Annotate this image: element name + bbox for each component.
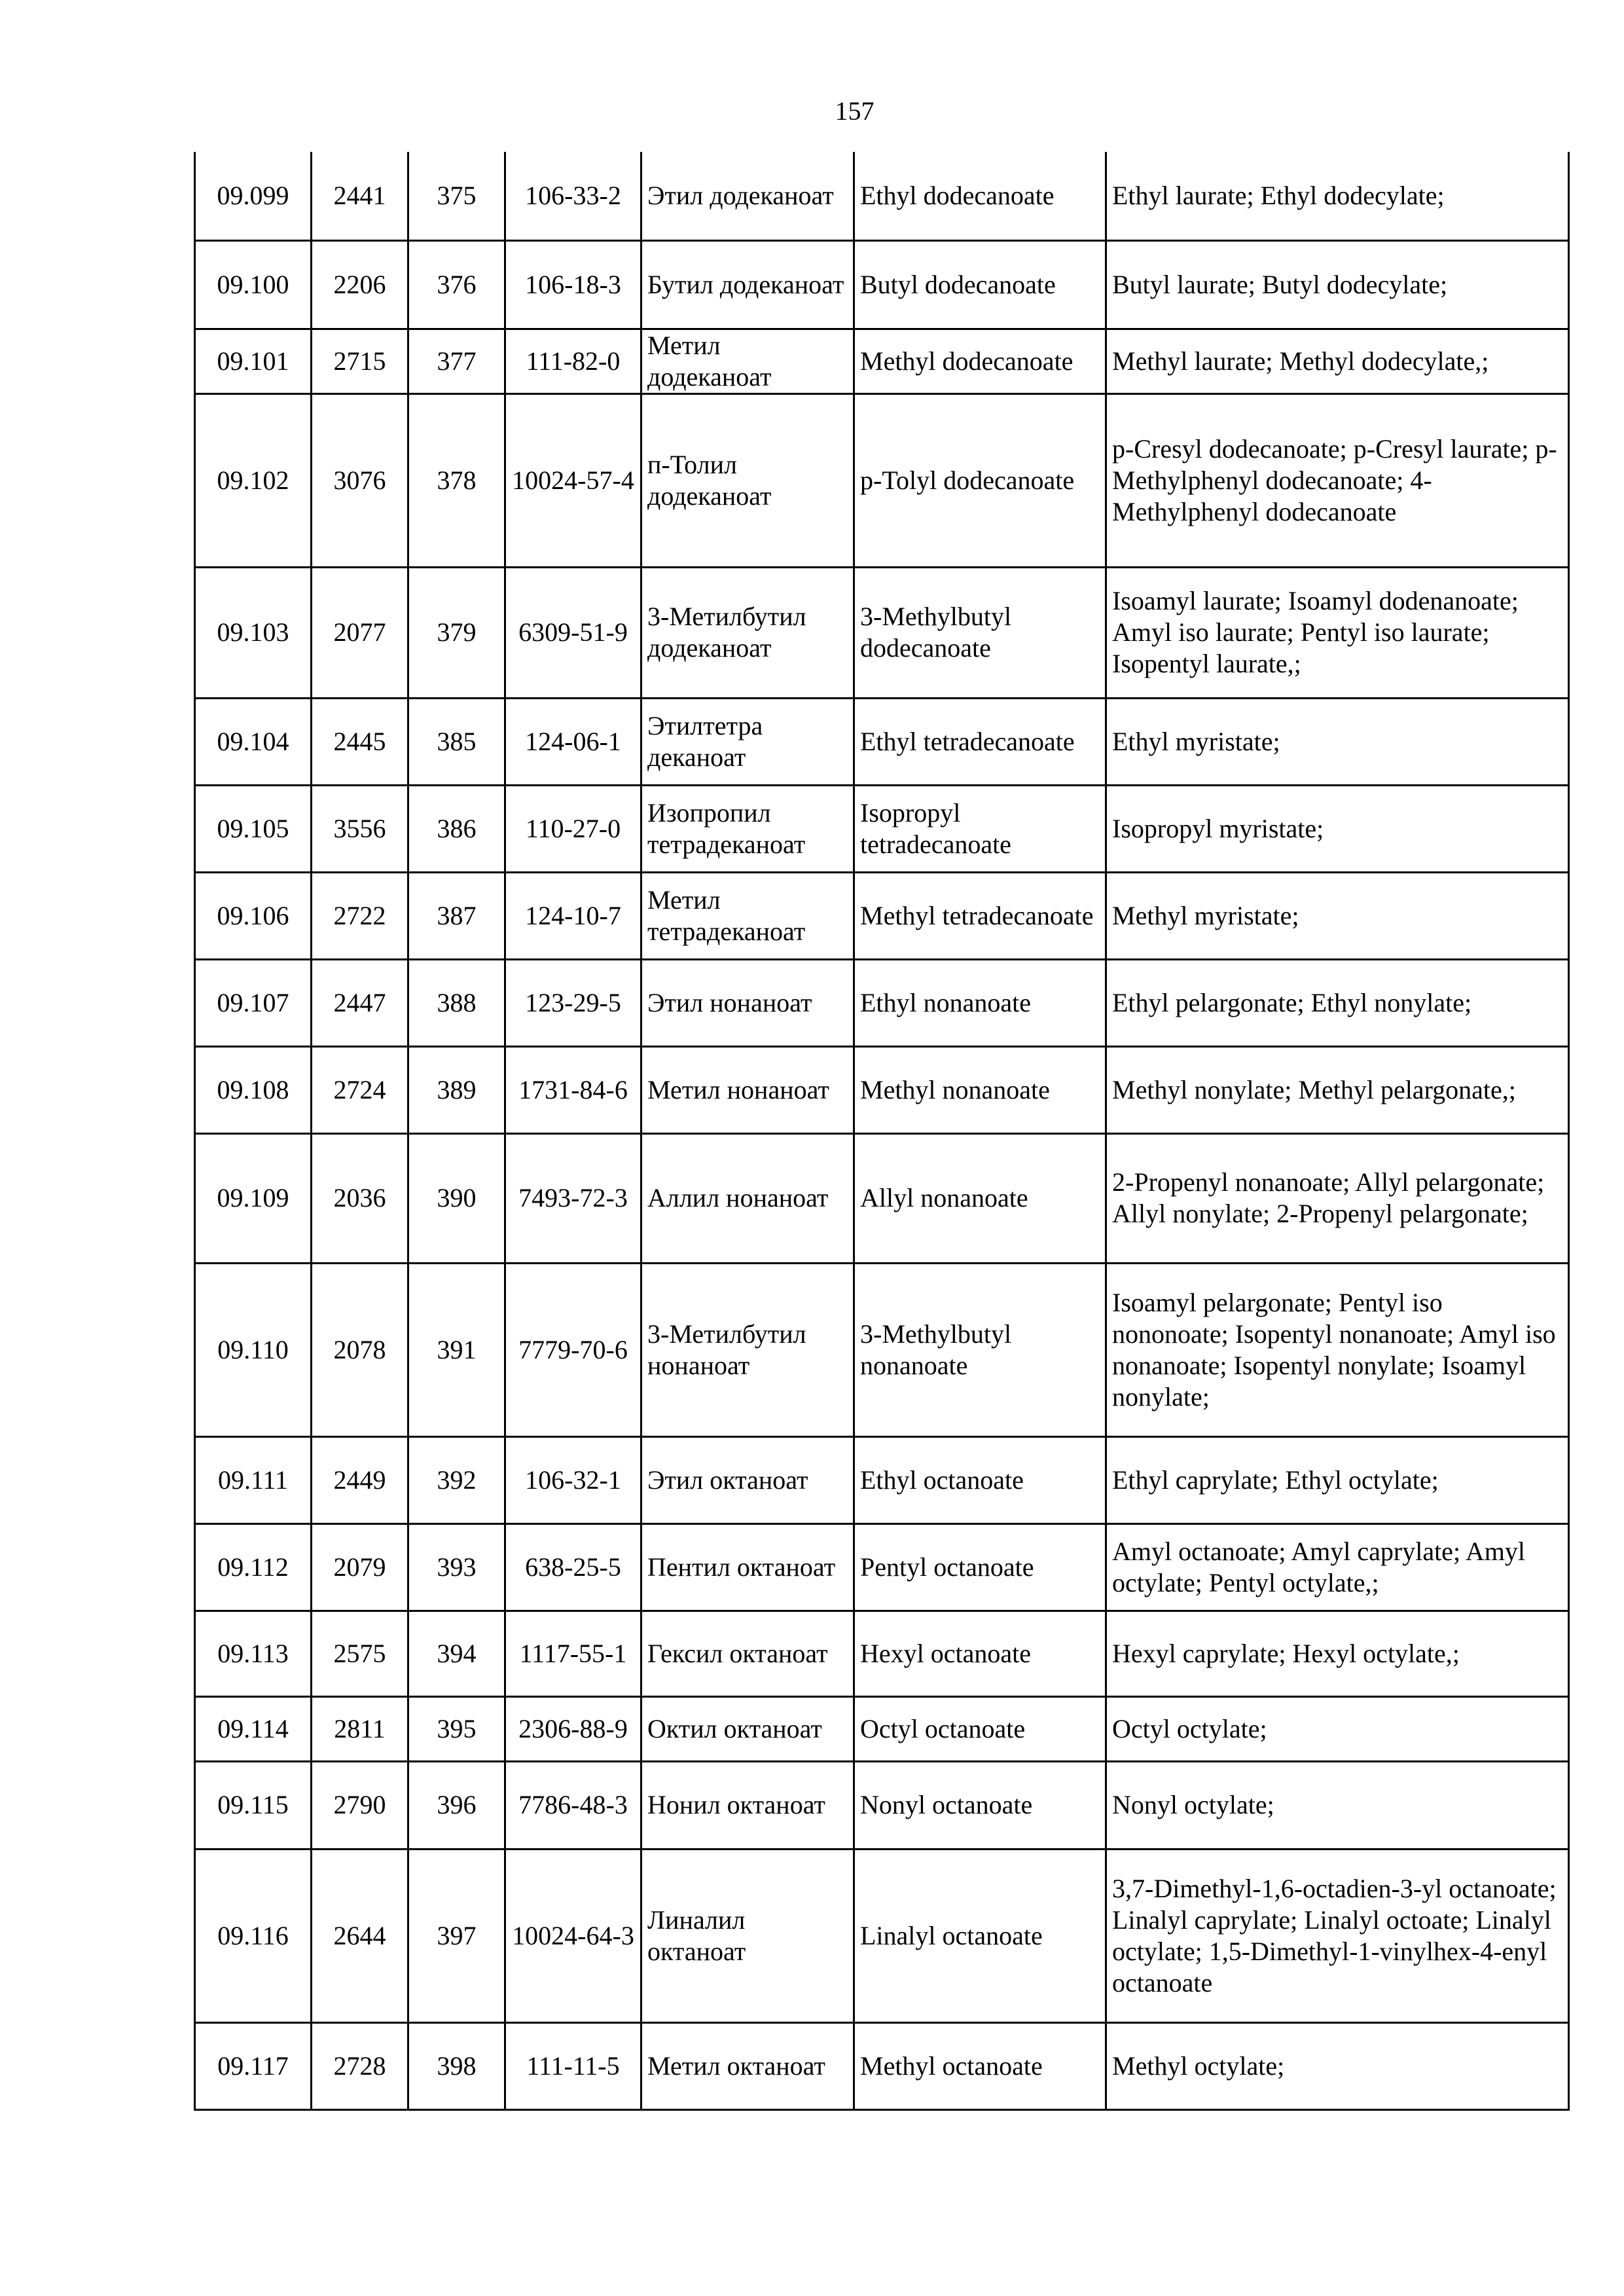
table-row <box>195 152 1569 240</box>
cell-name-ru: Аллил нонаноат <box>641 1133 854 1263</box>
cell-name-ru: Бутил додеканоат <box>641 240 854 329</box>
cell-code: 3556 <box>312 785 408 872</box>
cell-synonyms: Ethyl pelargonate; Ethyl nonylate; <box>1106 959 1569 1046</box>
cell-name-en: Methyl nonanoate <box>854 1046 1106 1133</box>
table-row <box>195 567 1569 698</box>
cell-cas: 110-27-0 <box>505 785 641 872</box>
table-row <box>195 1611 1569 1696</box>
cell-name-ru: 3-Метилбутил нонаноат <box>641 1263 854 1436</box>
cell-index: 387 <box>408 872 505 959</box>
cell-number: 09.117 <box>195 2022 312 2109</box>
cell-code: 2811 <box>312 1696 408 1761</box>
cell-number: 09.107 <box>195 959 312 1046</box>
cell-index: 377 <box>408 329 505 393</box>
cell-code: 2449 <box>312 1436 408 1523</box>
table-row <box>195 1263 1569 1436</box>
table-row <box>195 2022 1569 2109</box>
cell-synonyms: Ethyl laurate; Ethyl dodecylate; <box>1106 152 1569 240</box>
cell-cas: 1731-84-6 <box>505 1046 641 1133</box>
cell-name-ru: Пентил октаноат <box>641 1523 854 1611</box>
cell-name-en: Methyl tetradecanoate <box>854 872 1106 959</box>
cell-cas: 10024-57-4 <box>505 393 641 567</box>
cell-index: 396 <box>408 1761 505 1849</box>
cell-cas: 10024-64-3 <box>505 1849 641 2022</box>
cell-number: 09.103 <box>195 567 312 698</box>
cell-code: 2722 <box>312 872 408 959</box>
cell-code: 2715 <box>312 329 408 393</box>
cell-index: 397 <box>408 1849 505 2022</box>
cell-synonyms: Ethyl caprylate; Ethyl octylate; <box>1106 1436 1569 1523</box>
cell-name-en: Methyl octanoate <box>854 2022 1106 2109</box>
cell-index: 385 <box>408 698 505 785</box>
cell-name-en: Linalyl octanoate <box>854 1849 1106 2022</box>
cell-name-en: Ethyl dodecanoate <box>854 152 1106 240</box>
cell-name-en: Pentyl octanoate <box>854 1523 1106 1611</box>
cell-number: 09.116 <box>195 1849 312 2022</box>
table-row <box>195 240 1569 329</box>
cell-name-ru: Этилтетра деканоат <box>641 698 854 785</box>
cell-name-en: 3-Methylbutyl dodecanoate <box>854 567 1106 698</box>
cell-name-en: 3-Methylbutyl nonanoate <box>854 1263 1106 1436</box>
table-row <box>195 1133 1569 1263</box>
cell-synonyms: Butyl laurate; Butyl dodecylate; <box>1106 240 1569 329</box>
cell-name-en: Allyl nonanoate <box>854 1133 1106 1263</box>
cell-name-ru: Этил октаноат <box>641 1436 854 1523</box>
table-row <box>195 785 1569 872</box>
cell-cas: 106-18-3 <box>505 240 641 329</box>
cell-index: 386 <box>408 785 505 872</box>
cell-name-ru: Этил додеканоат <box>641 152 854 240</box>
cell-name-ru: Метил тетрадеканоат <box>641 872 854 959</box>
cell-name-ru: п-Толил додеканоат <box>641 393 854 567</box>
cell-name-en: Octyl octanoate <box>854 1696 1106 1761</box>
cell-code: 2077 <box>312 567 408 698</box>
cell-name-ru: Нонил октаноат <box>641 1761 854 1849</box>
cell-index: 392 <box>408 1436 505 1523</box>
cell-index: 395 <box>408 1696 505 1761</box>
cell-cas: 7779-70-6 <box>505 1263 641 1436</box>
cell-index: 390 <box>408 1133 505 1263</box>
table-row <box>195 872 1569 959</box>
cell-name-ru: Метил октаноат <box>641 2022 854 2109</box>
cell-synonyms: 3,7-Dimethyl-1,6-octadien-3-yl octanoate; Linalyl caprylate; Linalyl octoate; Linalyl octylate; 1,5-Dimethyl-1-vinylhex-4-enyl octanoate <box>1106 1849 1569 2022</box>
cell-code: 2445 <box>312 698 408 785</box>
cell-number: 09.115 <box>195 1761 312 1849</box>
cell-name-en: Nonyl octanoate <box>854 1761 1106 1849</box>
cell-synonyms: Isopropyl myristate; <box>1106 785 1569 872</box>
cell-cas: 111-11-5 <box>505 2022 641 2109</box>
table-row <box>195 1523 1569 1611</box>
cell-name-ru: 3-Метилбутил додеканоат <box>641 567 854 698</box>
cell-name-ru: Метил додеканоат <box>641 329 854 393</box>
cell-synonyms: p-Cresyl dodecanoate; p-Cresyl laurate; p-Methylphenyl dodecanoate; 4-Methylphenyl dodecanoate <box>1106 393 1569 567</box>
cell-code: 2078 <box>312 1263 408 1436</box>
cell-name-en: Ethyl nonanoate <box>854 959 1106 1046</box>
cell-number: 09.105 <box>195 785 312 872</box>
cell-number: 09.100 <box>195 240 312 329</box>
cell-number: 09.111 <box>195 1436 312 1523</box>
cell-code: 2790 <box>312 1761 408 1849</box>
cell-name-en: p-Tolyl dodecanoate <box>854 393 1106 567</box>
cell-code: 3076 <box>312 393 408 567</box>
cell-index: 394 <box>408 1611 505 1696</box>
cell-name-en: Isopropyl tetradecanoate <box>854 785 1106 872</box>
cell-index: 398 <box>408 2022 505 2109</box>
cell-index: 375 <box>408 152 505 240</box>
cell-name-ru: Гексил октаноат <box>641 1611 854 1696</box>
cell-cas: 1117-55-1 <box>505 1611 641 1696</box>
cell-name-ru: Метил нонаноат <box>641 1046 854 1133</box>
cell-index: 378 <box>408 393 505 567</box>
cell-number: 09.106 <box>195 872 312 959</box>
cell-index: 393 <box>408 1523 505 1611</box>
cell-cas: 2306-88-9 <box>505 1696 641 1761</box>
cell-name-ru: Этил нонаноат <box>641 959 854 1046</box>
table-row <box>195 1761 1569 1849</box>
cell-code: 2644 <box>312 1849 408 2022</box>
cell-synonyms: Methyl nonylate; Methyl pelargonate,; <box>1106 1046 1569 1133</box>
cell-number: 09.112 <box>195 1523 312 1611</box>
cell-number: 09.114 <box>195 1696 312 1761</box>
cell-synonyms: Ethyl myristate; <box>1106 698 1569 785</box>
cell-synonyms: Methyl octylate; <box>1106 2022 1569 2109</box>
cell-name-en: Ethyl tetradecanoate <box>854 698 1106 785</box>
table-body <box>195 152 1569 2109</box>
cell-cas: 124-06-1 <box>505 698 641 785</box>
cell-synonyms: Hexyl caprylate; Hexyl octylate,; <box>1106 1611 1569 1696</box>
cell-name-en: Hexyl octanoate <box>854 1611 1106 1696</box>
cell-name-ru: Линалил октаноат <box>641 1849 854 2022</box>
table-row <box>195 393 1569 567</box>
cell-cas: 111-82-0 <box>505 329 641 393</box>
cell-name-ru: Изопропил тетрадеканоат <box>641 785 854 872</box>
cell-name-en: Methyl dodecanoate <box>854 329 1106 393</box>
substances-table <box>194 152 1570 2111</box>
cell-code: 2447 <box>312 959 408 1046</box>
table-row <box>195 959 1569 1046</box>
cell-code: 2036 <box>312 1133 408 1263</box>
table-row <box>195 1046 1569 1133</box>
table-row <box>195 1436 1569 1523</box>
cell-name-ru: Октил октаноат <box>641 1696 854 1761</box>
cell-number: 09.102 <box>195 393 312 567</box>
cell-code: 2079 <box>312 1523 408 1611</box>
cell-synonyms: 2-Propenyl nonanoate; Allyl pelargonate; Allyl nonylate; 2-Propenyl pelargonate; <box>1106 1133 1569 1263</box>
table-row <box>195 698 1569 785</box>
cell-cas: 6309-51-9 <box>505 567 641 698</box>
cell-name-en: Ethyl octanoate <box>854 1436 1106 1523</box>
cell-cas: 106-32-1 <box>505 1436 641 1523</box>
cell-code: 2728 <box>312 2022 408 2109</box>
cell-cas: 638-25-5 <box>505 1523 641 1611</box>
cell-number: 09.104 <box>195 698 312 785</box>
cell-number: 09.113 <box>195 1611 312 1696</box>
table-row <box>195 1696 1569 1761</box>
cell-cas: 7786-48-3 <box>505 1761 641 1849</box>
cell-number: 09.101 <box>195 329 312 393</box>
cell-number: 09.109 <box>195 1133 312 1263</box>
cell-code: 2724 <box>312 1046 408 1133</box>
cell-cas: 106-33-2 <box>505 152 641 240</box>
cell-cas: 123-29-5 <box>505 959 641 1046</box>
cell-code: 2575 <box>312 1611 408 1696</box>
cell-number: 09.110 <box>195 1263 312 1436</box>
cell-index: 376 <box>408 240 505 329</box>
cell-index: 379 <box>408 567 505 698</box>
table-row <box>195 1849 1569 2022</box>
cell-code: 2441 <box>312 152 408 240</box>
cell-synonyms: Methyl laurate; Methyl dodecylate,; <box>1106 329 1569 393</box>
cell-number: 09.099 <box>195 152 312 240</box>
cell-synonyms: Octyl octylate; <box>1106 1696 1569 1761</box>
cell-cas: 124-10-7 <box>505 872 641 959</box>
cell-synonyms: Amyl octanoate; Amyl caprylate; Amyl octylate; Pentyl octylate,; <box>1106 1523 1569 1611</box>
cell-code: 2206 <box>312 240 408 329</box>
cell-name-en: Butyl dodecanoate <box>854 240 1106 329</box>
page-number: 157 <box>835 96 875 126</box>
table-row <box>195 329 1569 393</box>
cell-index: 389 <box>408 1046 505 1133</box>
cell-synonyms: Isoamyl laurate; Isoamyl dodenanoate; Amyl iso laurate; Pentyl iso laurate; Isopentyl laurate,; <box>1106 567 1569 698</box>
cell-synonyms: Nonyl octylate; <box>1106 1761 1569 1849</box>
cell-synonyms: Isoamyl pelargonate; Pentyl iso nononoate; Isopentyl nonanoate; Amyl iso nonanoate; Isopentyl nonylate; Isoamyl nonylate; <box>1106 1263 1569 1436</box>
cell-index: 388 <box>408 959 505 1046</box>
cell-index: 391 <box>408 1263 505 1436</box>
cell-cas: 7493-72-3 <box>505 1133 641 1263</box>
cell-synonyms: Methyl myristate; <box>1106 872 1569 959</box>
cell-number: 09.108 <box>195 1046 312 1133</box>
